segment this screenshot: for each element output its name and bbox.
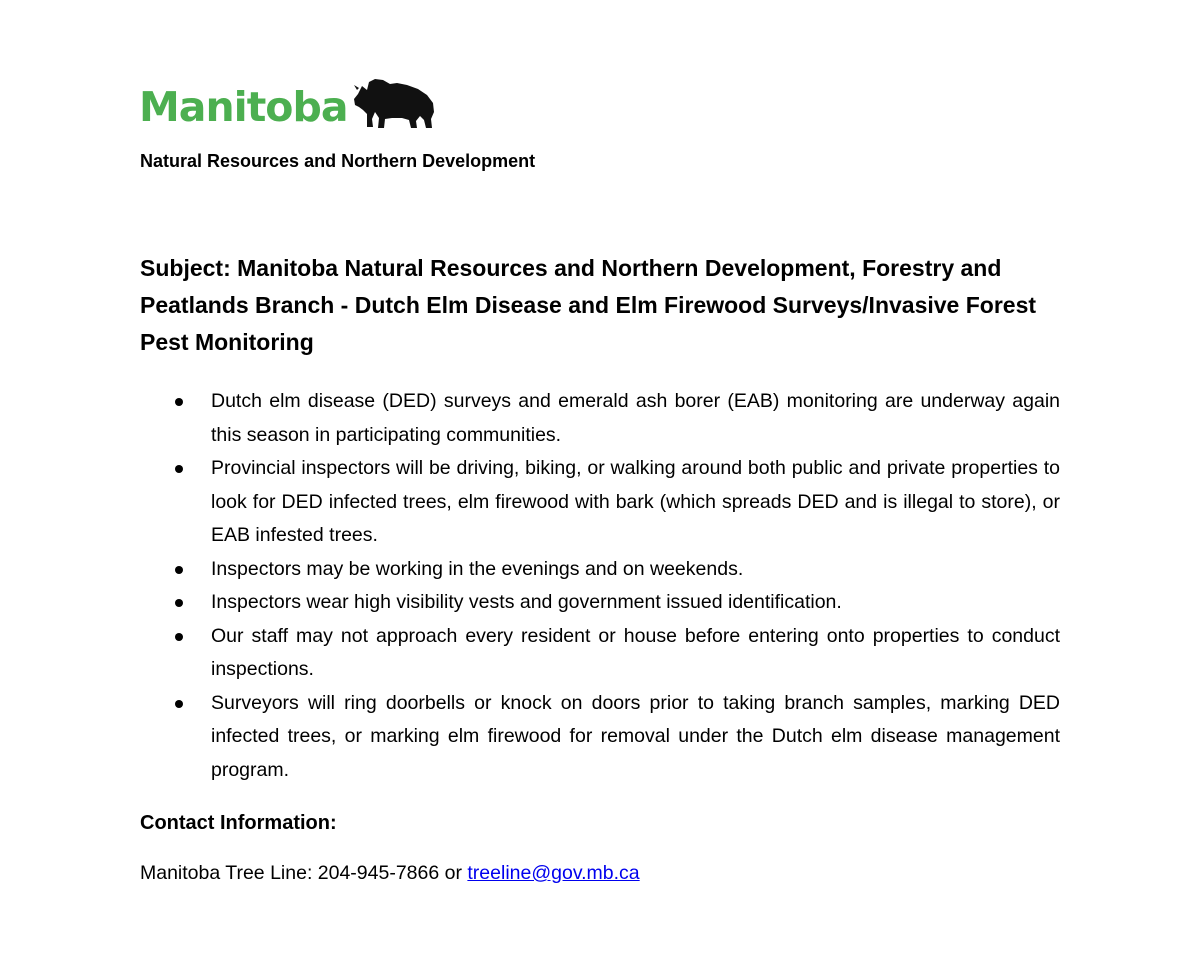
- bullet-item: [172, 385, 1060, 452]
- manitoba-logo: [139, 74, 438, 132]
- bullet-icon: [175, 599, 183, 607]
- contact-heading: Contact Information:: [140, 812, 337, 834]
- bullet-item: [172, 586, 1060, 620]
- contact-line: [140, 862, 640, 885]
- bullet-text: Inspectors wear high visibility vests and government issued identification.: [211, 591, 842, 613]
- bison-icon: [352, 76, 438, 132]
- department-name: Natural Resources and Northern Development: [140, 151, 536, 171]
- bullet-icon: [175, 566, 183, 574]
- bullet-item: [172, 452, 1060, 553]
- bullet-icon: [175, 398, 183, 406]
- bullet-item: [172, 687, 1060, 788]
- bullet-icon: [175, 633, 183, 641]
- bullet-text: Our staff may not approach every resident or house before entering onto properties to conduct inspections.: [211, 624, 1060, 680]
- bullet-text: Surveyors will ring doorbells or knock on doors prior to taking branch samples, marking DED infected trees, or marking elm firewood for removal under the Dutch elm disease management program.: [211, 691, 1060, 781]
- tree-line-phone: Manitoba Tree Line: 204-945-7866 or: [140, 862, 468, 884]
- bullet-text: Provincial inspectors will be driving, biking, or walking around both public and private properties to look for DED infected trees, elm firewood with bark (which spreads DED and is illegal to store), or EAB infested trees.: [211, 457, 1060, 546]
- bullet-item: [172, 620, 1060, 687]
- bullet-icon: [175, 465, 183, 473]
- subject-heading: Subject: Manitoba Natural Resources and Northern Development, Forestry and Peatlands Branch - Dutch Elm Disease and Elm Firewood Surveys/Invasive Forest Pest Monitoring: [140, 255, 1037, 355]
- bullet-list: [172, 385, 1060, 787]
- bullet-icon: [175, 700, 183, 708]
- email-link[interactable]: treeline@gov.mb.ca: [467, 862, 640, 884]
- bullet-item: [172, 553, 1060, 587]
- bullet-text: Dutch elm disease (DED) surveys and emerald ash borer (EAB) monitoring are underway again this season in participating communities.: [211, 390, 1060, 446]
- logo-wordmark: Manitoba: [139, 83, 348, 131]
- bullet-text: Inspectors may be working in the evenings and on weekends.: [211, 557, 744, 580]
